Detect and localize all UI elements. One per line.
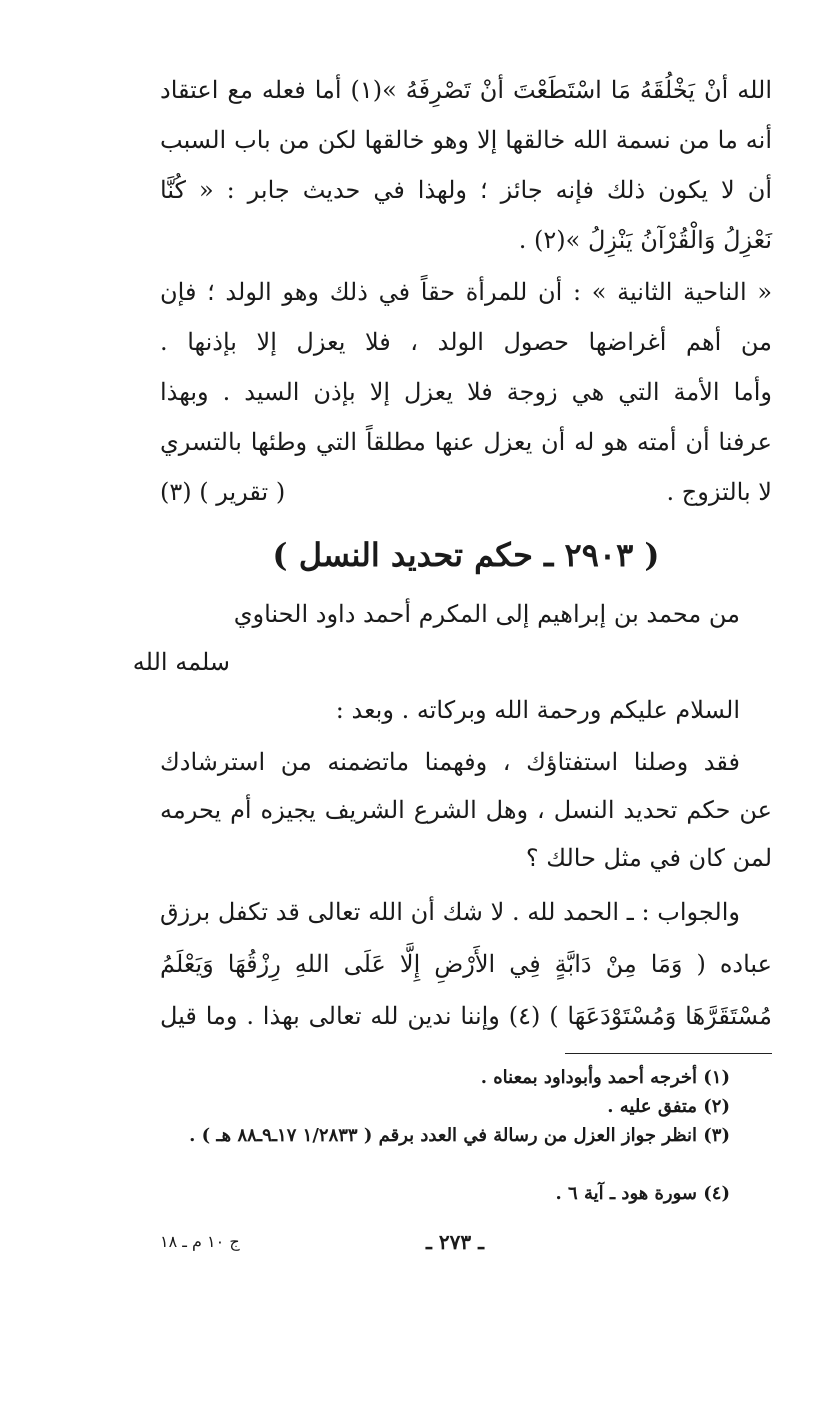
paragraph2-line-5: لا بالتزوج . <box>666 478 772 506</box>
paragraph2-line-2: من أهم أغراضها حصول الولد ، فلا يعزل إلا بإذنها . <box>160 328 772 356</box>
volume-reference: ج ١٠ م ـ ١٨ <box>160 1232 240 1251</box>
letter-blessing: سلمه الله <box>132 648 230 676</box>
page-number: ـ ٢٧٣ ـ <box>426 1230 484 1254</box>
footnote-4: (٤) سورة هود ـ آية ٦ . <box>555 1183 730 1204</box>
letter-question-line-2: عن حكم تحديد النسل ، وهل الشرع الشريف يجيزه أم يحرمه <box>160 796 772 824</box>
paragraph2-line-3: وأما الأمة التي هي زوجة فلا يعزل إلا بإذن السيد . وبهذا <box>160 378 772 406</box>
letter-question-line-1: فقد وصلنا استفتاؤك ، وفهمنا ماتضمنه من استرشادك <box>160 748 740 776</box>
footnote-1: (١) أخرجه أحمد وأبوداود بمعناه . <box>480 1067 730 1088</box>
footnote-3: (٣) انظر جواز العزل من رسالة في العدد برقم ( ١/٢٨٣٣ ١٧ـ٩ـ٨٨ هـ ) . <box>189 1125 730 1146</box>
paragraph1-line-4: نَعْزِلُ وَالْقُرْآنُ يَنْزِلُ »(٢) . <box>518 226 772 254</box>
paragraph2-line-1: « الناحية الثانية » : أن للمرأة حقاً في ذلك وهو الولد ؛ فإن <box>160 278 772 306</box>
letter-question-line-3: لمن كان في مثل حالك ؟ <box>525 844 772 872</box>
paragraph1-line-3: أن لا يكون ذلك فإنه جائز ؛ ولهذا في حديث جابر : « كُنَّا <box>160 176 773 204</box>
section-heading: ( ٢٩٠٣ ـ حكم تحديد النسل ) <box>272 536 660 574</box>
letter-answer-line-1: والجواب : ـ الحمد لله . لا شك أن الله تعالى قد تكفل برزق <box>160 898 740 926</box>
footnote-separator <box>565 1053 772 1054</box>
letter-answer-line-2: عباده ( وَمَا مِنْ دَابَّةٍ فِي الأَرْضِ إِلَّا عَلَى اللهِ رِزْقُهَا وَيَعْلَمُ <box>160 950 772 978</box>
letter-greeting: السلام عليكم ورحمة الله وبركاته . وبعد : <box>335 696 740 724</box>
paragraph2-line-4: عرفنا أن أمته هو له أن يعزل عنها مطلقاً التي وطئها بالتسري <box>160 428 772 456</box>
footnote-2: (٢) متفق عليه . <box>607 1096 730 1117</box>
letter-sender: من محمد بن إبراهيم إلى المكرم أحمد داود الحناوي <box>233 600 740 628</box>
source-citation: ( تقرير ) (٣) <box>160 478 286 506</box>
paragraph1-line-1: الله أنْ يَخْلُقَهُ مَا اسْتَطَعْتَ أنْ تَصْرِفَهُ »(١) أما فعله مع اعتقاد <box>160 76 773 104</box>
letter-answer-line-3: مُسْتَقَرَّهَا وَمُسْتَوْدَعَهَا ) (٤) وإننا ندين لله تعالى بهذا . وما قيل <box>160 1002 772 1030</box>
paragraph1-line-2: أنه ما من نسمة الله خالقها إلا وهو خالقها لكن من باب السبب <box>160 126 772 154</box>
